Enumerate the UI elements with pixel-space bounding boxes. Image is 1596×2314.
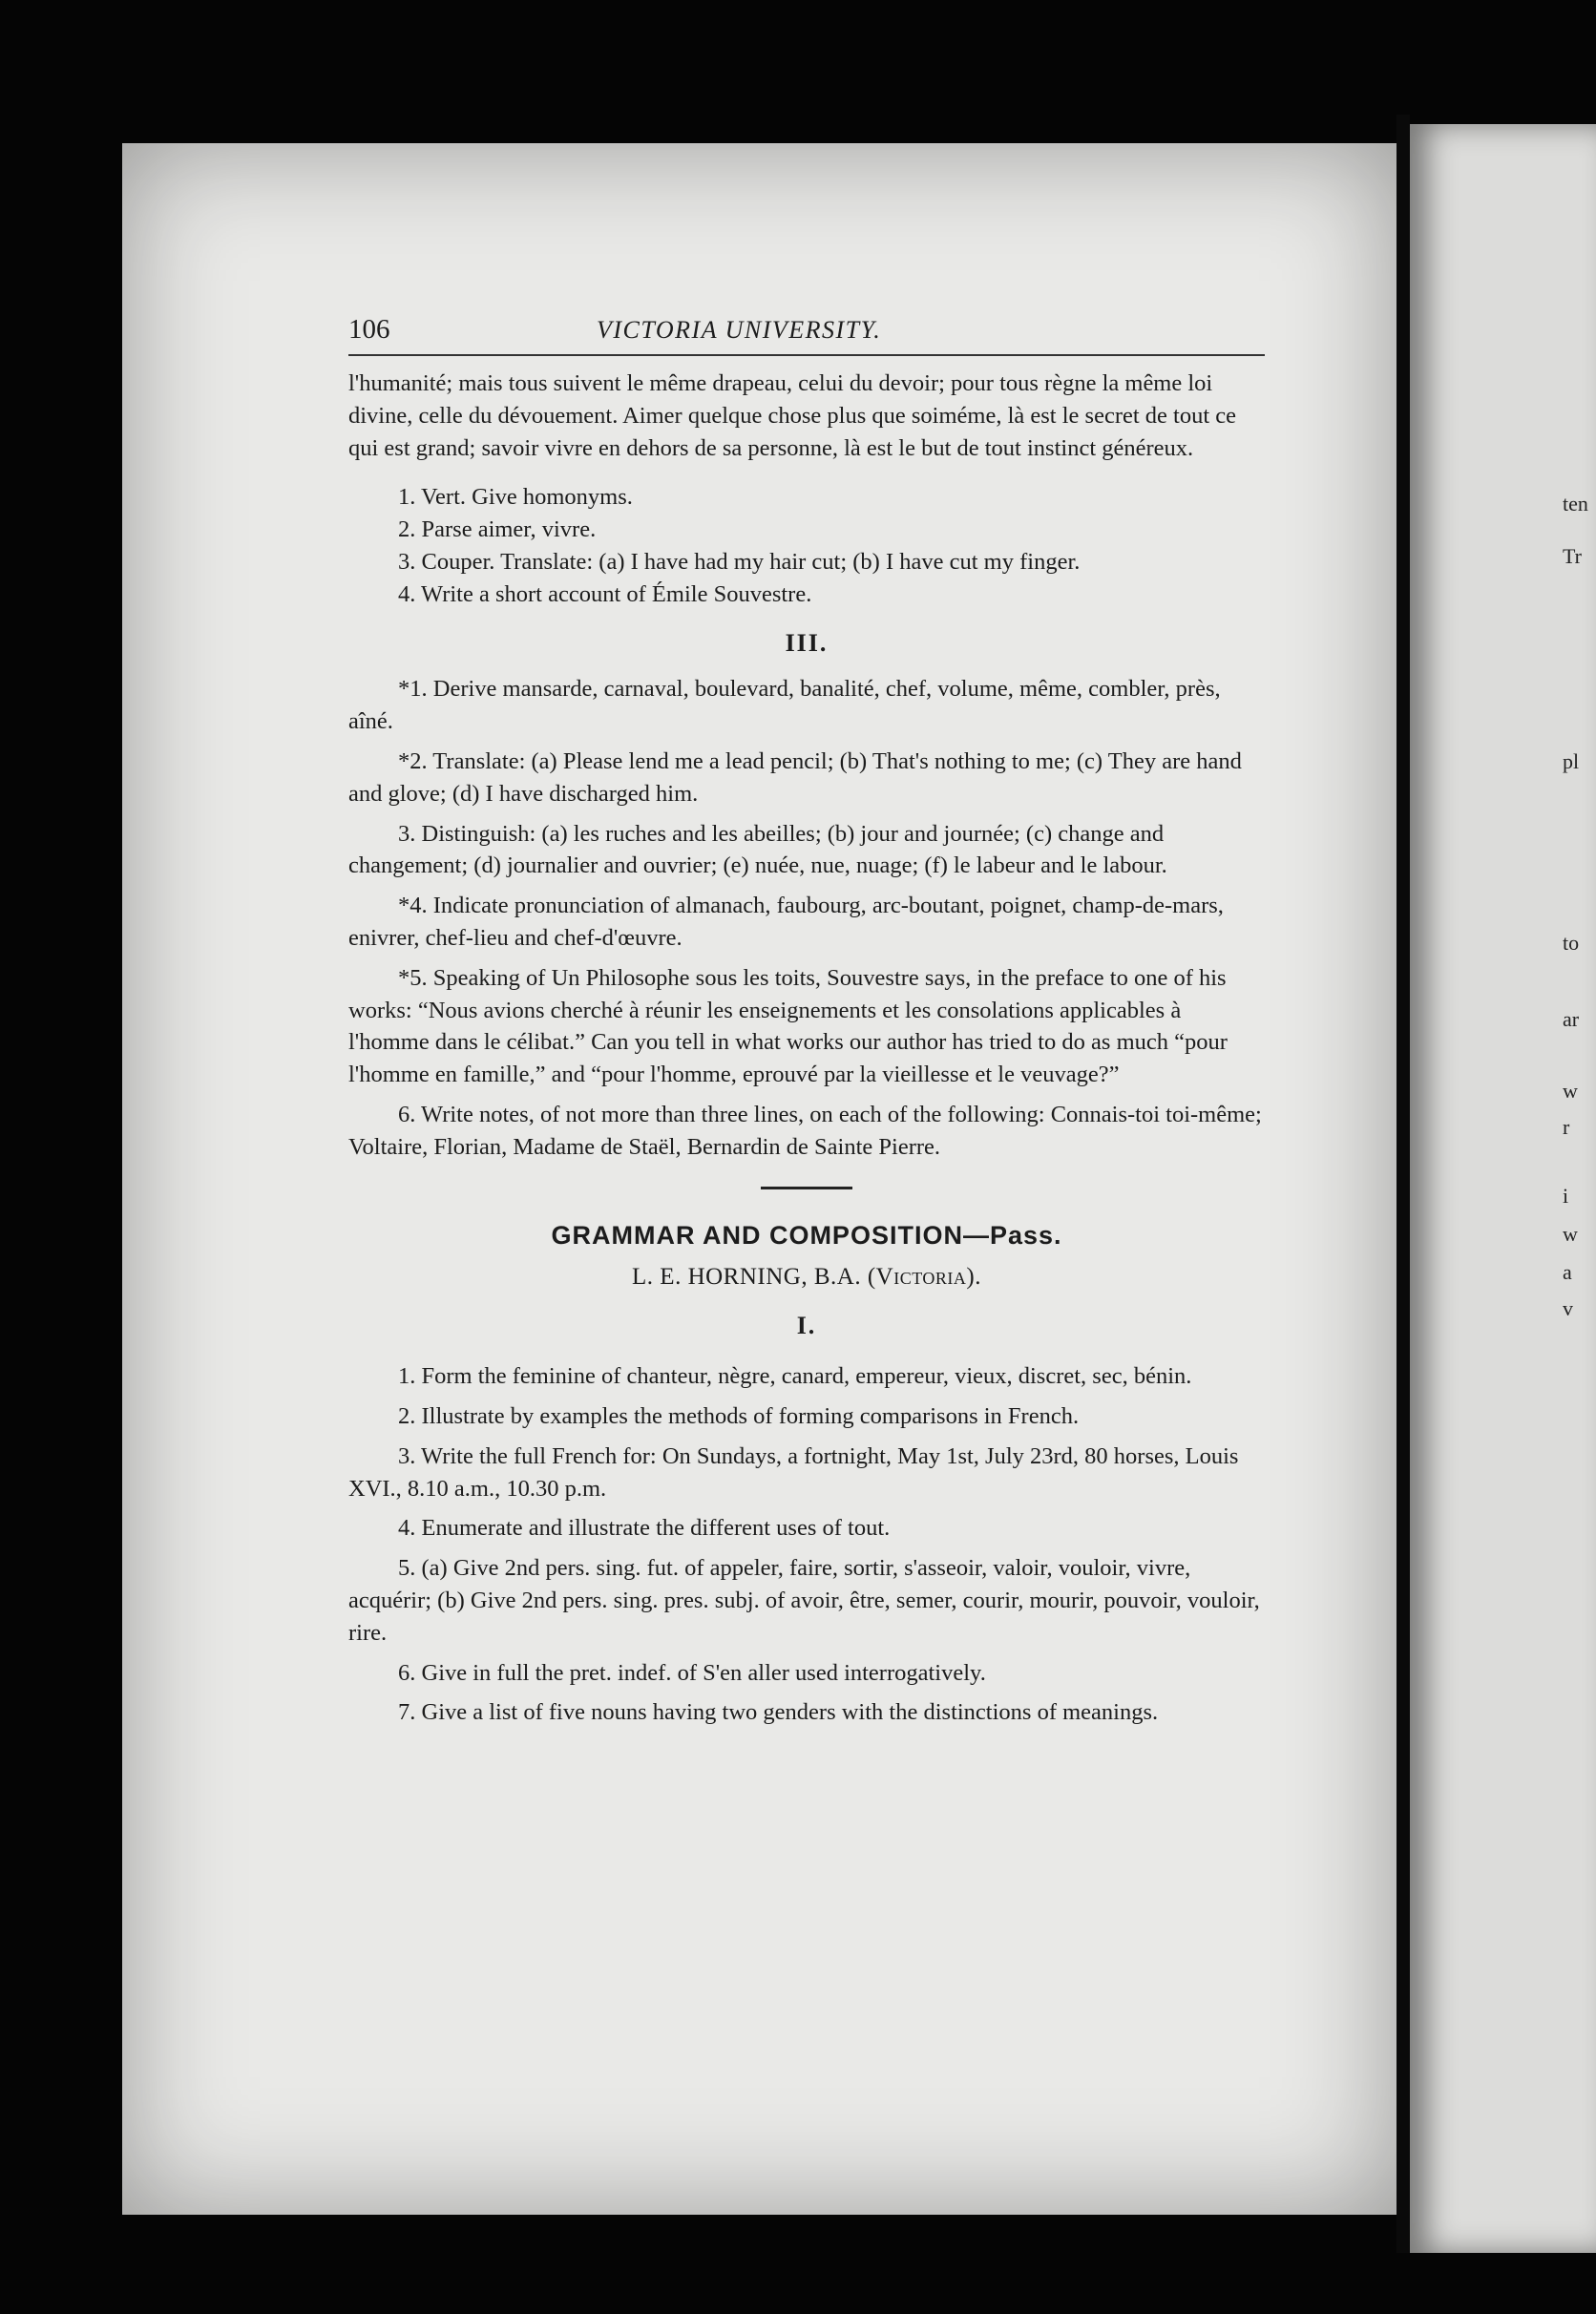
question: 1. Form the feminine of chanteur, nègre, canard, empereur, vieux, discret, sec, bénin. — [398, 1363, 1192, 1390]
adjacent-fragment: i — [1563, 1184, 1569, 1208]
page-number: 106 — [348, 314, 390, 345]
question: *5. Speaking of Un Philosophe sous les toits, Souvestre says, in the preface to one of his works: “Nous avions cherché à réunir les enseignements et les consolations applicables à l'homme dans le célibat.” Can you tell in what works our author has tried to do as much “pour l'homme en famille,” and “pour l'homme, eprouvé par la vieillesse et le veuvage?” — [348, 964, 1228, 1088]
adjacent-fragment: ten — [1563, 492, 1588, 515]
adjacent-fragment: ar — [1563, 1007, 1580, 1031]
part-two-questions — [348, 481, 1265, 610]
question: 4. Write a short account of Émile Souvestre. — [398, 580, 812, 607]
question: 1. Vert. Give homonyms. — [398, 484, 633, 511]
question: 2. Parse aimer, vivre. — [398, 516, 597, 543]
adjacent-fragment: w — [1563, 1222, 1578, 1246]
adjacent-fragment: v — [1563, 1296, 1573, 1320]
section-title: GRAMMAR AND COMPOSITION—Pass. — [551, 1220, 1062, 1250]
question: 6. Give in full the pret. indef. of S'en aller used interrogatively. — [398, 1659, 986, 1686]
question: 3. Couper. Translate: (a) I have had my hair cut; (b) I have cut my finger. — [398, 549, 1081, 575]
part-numeral: I. — [796, 1312, 817, 1340]
page-header — [348, 310, 1265, 356]
adjacent-page-edge — [1410, 124, 1596, 2253]
grammar-questions — [348, 1360, 1265, 1729]
examiner-line — [348, 1261, 1265, 1294]
adjacent-fragment: r — [1563, 1115, 1570, 1139]
question: *4. Indicate pronunciation of almanach, faubourg, arc-boutant, poignet, champ-de-mars, enivrer, chef-lieu and chef-d'œuvre. — [348, 893, 1224, 952]
running-head: VICTORIA UNIVERSITY. — [597, 316, 882, 344]
question: 6. Write notes, of not more than three lines, on each of the following: Connais-toi toi-même; Voltaire, Florian, Madame de Staël, Bernardin de Sainte Pierre. — [348, 1102, 1262, 1160]
examiner-name: L. E. HORNING, B.A. — [632, 1263, 862, 1290]
adjacent-fragment: Tr — [1563, 544, 1582, 568]
question: 4. Enumerate and illustrate the different uses of tout. — [398, 1515, 891, 1542]
book-gutter — [1396, 115, 1410, 2253]
adjacent-fragment: a — [1563, 1260, 1572, 1284]
question: 2. Illustrate by examples the methods of forming comparisons in French. — [398, 1403, 1080, 1430]
adjacent-fragment: to — [1563, 931, 1580, 955]
question: 5. (a) Give 2nd pers. sing. fut. of appeler, faire, sortir, s'asseoir, valoir, vouloir, vivre, acquérir; (b) Give 2nd pers. sing. pres. subj. of avoir, être, semer, courir, mourir, pouvoir, vouloir, rire. — [348, 1555, 1260, 1646]
section-divider — [761, 1187, 852, 1189]
question: *2. Translate: (a) Please lend me a lead pencil; (b) That's nothing to me; (c) They are hand and glove; (d) I have discharged him. — [348, 748, 1242, 807]
part-numeral: III. — [785, 628, 829, 657]
examiner-affiliation: (Victoria). — [867, 1263, 981, 1290]
adjacent-fragment: w — [1563, 1079, 1578, 1103]
question: 3. Distinguish: (a) les ruches and les abeilles; (b) jour and journée; (c) change and changement; (d) journalier and ouvrier; (e) nuée, nue, nuage; (f) le labeur and le labour. — [348, 820, 1167, 879]
page-content — [348, 310, 1265, 1729]
question: 3. Write the full French for: On Sundays, a fortnight, May 1st, July 23rd, 80 horses, Louis XVI., 8.10 a.m., 10.30 p.m. — [348, 1442, 1239, 1502]
adjacent-fragment: pl — [1563, 749, 1580, 773]
french-passage: l'humanité; mais tous suivent le même drapeau, celui du devoir; pour tous règne la même loi divine, celle du dévouement. Aimer quelque chose plus que soiméme, là est le secret de tout ce qui est grand; savoir vivre en dehors de sa personne, là est le but de tout instinct généreux. — [348, 370, 1237, 461]
part-three-questions — [348, 673, 1265, 1163]
question: 7. Give a list of five nouns having two genders with the distinctions of meanings. — [398, 1699, 1159, 1726]
question: *1. Derive mansarde, carnaval, boulevard, banalité, chef, volume, même, combler, près, aîné. — [348, 676, 1221, 735]
